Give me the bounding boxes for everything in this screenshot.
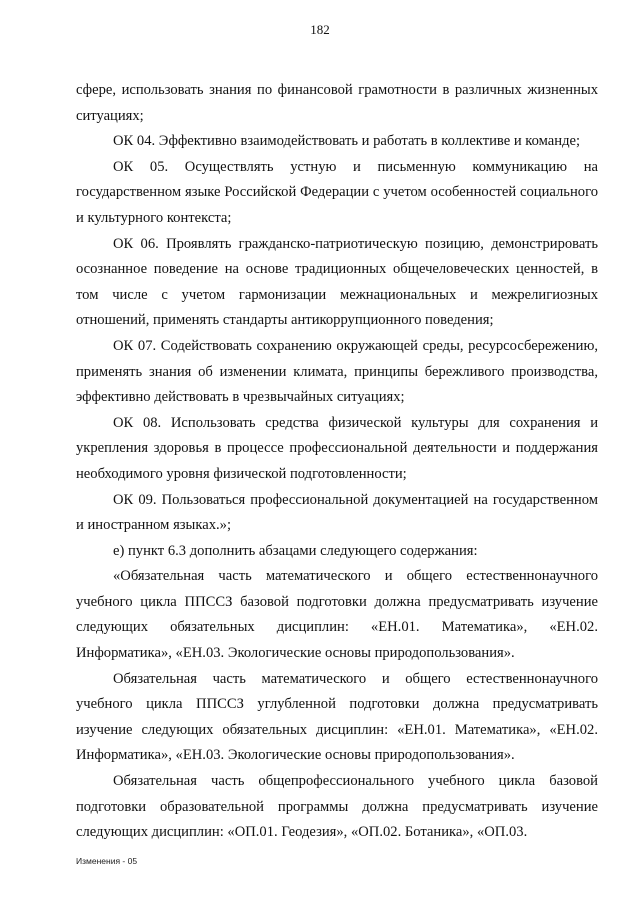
paragraph-ok06: ОК 06. Проявлять гражданско-патриотическую позицию, демонстрировать осознанное поведение на основе традиционных общечеловеческих ценностей, в том числе с учетом гармонизации межнациональных и межрелигиозных отношений, применять стандарты антикоррупционного поведения; xyxy=(76,235,598,329)
page-number: 182 xyxy=(310,22,330,37)
paragraph-ok08: ОК 08. Использовать средства физической культуры для сохранения и укрепления здоровья в процессе профессиональной деятельности и поддержания необходимого уровня физической подготовленности; xyxy=(76,414,598,482)
paragraph-continuation: сфере, использовать знания по финансовой грамотности в различных жизненных ситуациях; xyxy=(76,82,598,124)
paragraph-ok05: ОК 05. Осуществлять устную и письменную коммуникацию на государственном языке Российской Федерации с учетом особенностей социального и культурного контекста; xyxy=(76,158,598,226)
paragraph-item-e: е) пункт 6.3 дополнить абзацами следующего содержания: xyxy=(113,542,478,559)
paragraph-ok07: ОК 07. Содействовать сохранению окружающей среды, ресурсосбережению, применять знания об изменении климата, принципы бережливого производства, эффективно действовать в чрезвычайных ситуациях; xyxy=(76,337,598,406)
paragraph-op-cycle: Обязательная часть общепрофессионального учебного цикла базовой подготовки образовательной программы должна предусматривать изучение следующих дисциплин: «ОП.01. Геодезия», «ОП.02. Ботаника», «ОП.03. xyxy=(76,773,598,841)
paragraph-ok04: ОК 04. Эффективно взаимодействовать и работать в коллективе и команде; xyxy=(113,133,581,150)
paragraph-ok09: ОК 09. Пользоваться профессиональной документацией на государственном и иностранном языках.»; xyxy=(76,491,598,534)
paragraph-advanced-en-cycle: Обязательная часть математического и общего естественнонаучного учебного цикла ППССЗ углубленной подготовки должна предусматривать изучение следующих обязательных дисциплин: «ЕН.01. Математика», «ЕН.02. Информатика», «ЕН.03. Экологические основы природопользования». xyxy=(76,670,598,764)
paragraph-basic-en-cycle: «Обязательная часть математического и общего естественнонаучного учебного цикла ППССЗ базовой подготовки должна предусматривать изучение следующих обязательных дисциплин: «ЕН.01. Математика», «ЕН.02. Информатика», «ЕН.03. Экологические основы природопользования». xyxy=(76,568,598,662)
document-body xyxy=(76,78,598,846)
footer-revision-note: Изменения - 05 xyxy=(76,856,138,866)
